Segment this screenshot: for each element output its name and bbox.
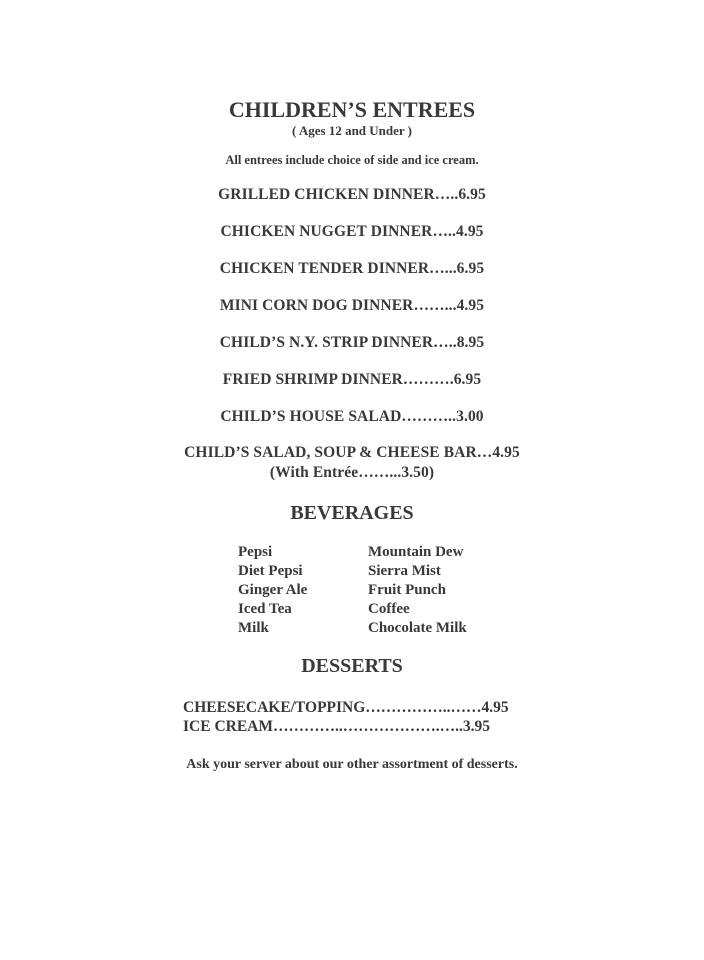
intro-note: All entrees include choice of side and ice cream. xyxy=(225,153,479,167)
beverage-item: Iced Tea xyxy=(238,601,292,617)
entree-item: MINI CORN DOG DINNER……...4.95 xyxy=(219,297,485,314)
entree-item: CHILD’S HOUSE SALAD………..3.00 xyxy=(220,408,484,425)
entree-item: CHICKEN TENDER DINNER…...6.95 xyxy=(219,260,485,277)
beverages-right-column xyxy=(368,543,467,638)
beverage-item: Sierra Mist xyxy=(368,563,441,579)
beverage-item: Coffee xyxy=(368,601,410,617)
age-note: ( Ages 12 and Under ) xyxy=(291,123,413,138)
beverage-item: Ginger Ale xyxy=(238,582,308,598)
beverages-heading: BEVERAGES xyxy=(290,502,414,524)
beverage-item: Diet Pepsi xyxy=(238,563,303,579)
entree-item: CHILD’S N.Y. STRIP DINNER…..8.95 xyxy=(219,334,485,351)
beverages-left-column xyxy=(238,543,307,638)
page-title: CHILDREN’S ENTREES xyxy=(228,97,476,122)
desserts-heading: DESSERTS xyxy=(301,655,403,677)
beverage-item: Chocolate Milk xyxy=(368,620,467,636)
dessert-item: CHEESECAKE/TOPPING……………..……4.95 xyxy=(183,699,509,716)
beverage-item: Fruit Punch xyxy=(368,582,446,598)
entree-item: GRILLED CHICKEN DINNER…..6.95 xyxy=(218,186,486,203)
entree-item: FRIED SHRIMP DINNER……….6.95 xyxy=(222,371,482,388)
entree-item: CHICKEN NUGGET DINNER…..4.95 xyxy=(220,223,484,240)
beverage-item: Pepsi xyxy=(238,544,273,560)
footer-note: Ask your server about our other assortment of desserts. xyxy=(186,757,518,772)
beverage-item: Mountain Dew xyxy=(368,544,464,560)
entree-item: CHILD’S SALAD, SOUP & CHEESE BAR…4.95 xyxy=(184,444,520,461)
entree-sub-note: (With Entrée……...3.50) xyxy=(269,464,435,481)
dessert-item: ICE CREAM…………..……………….…..3.95 xyxy=(183,718,490,735)
beverage-item: Milk xyxy=(238,620,269,636)
